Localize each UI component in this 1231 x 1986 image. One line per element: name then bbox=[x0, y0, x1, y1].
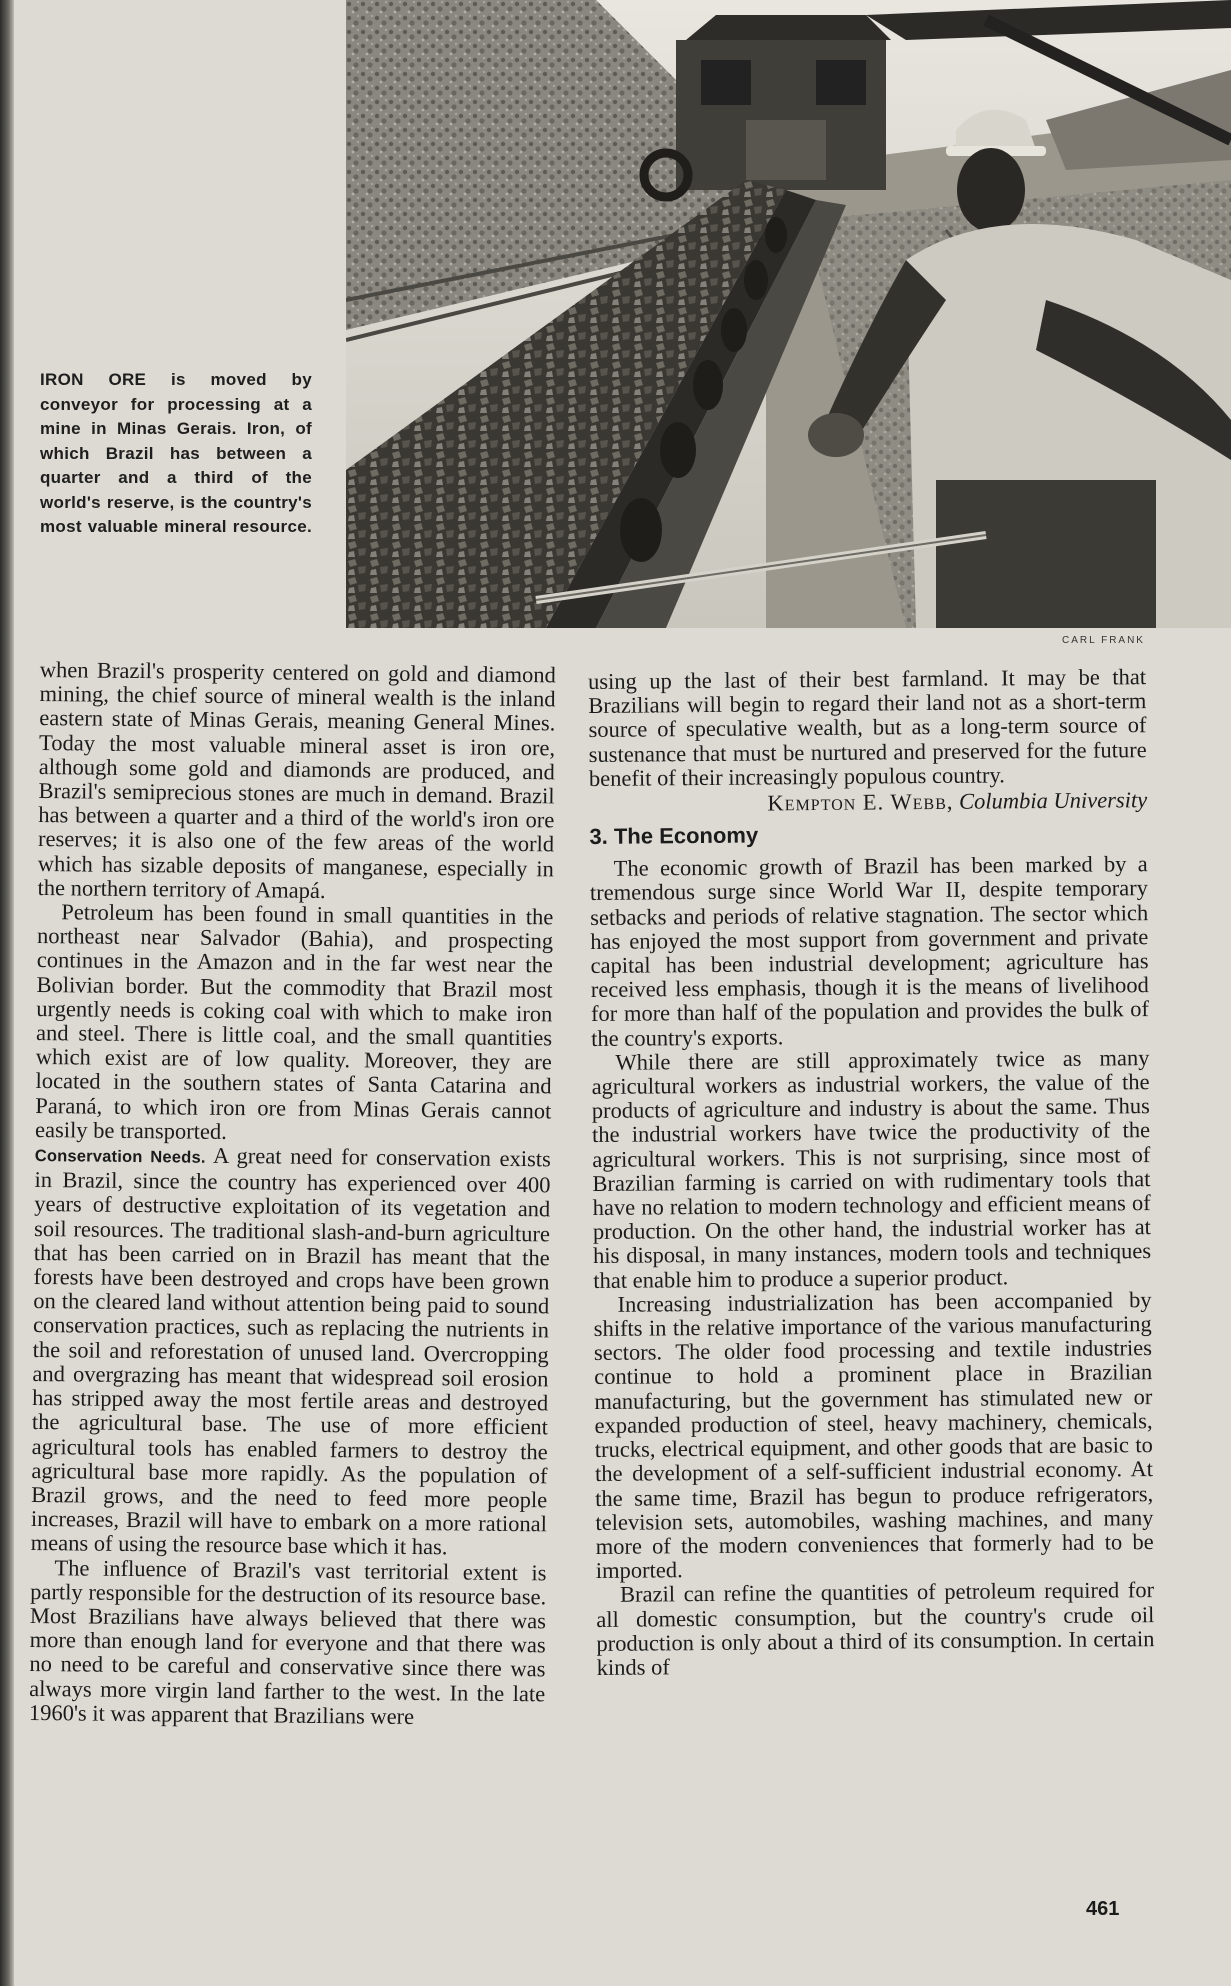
locomotive bbox=[644, 15, 891, 197]
paragraph: Brazil can refine the quantities of petroleum required for all domestic consumption, but the country's crude oil production is only about a third of its consumption. In certain kinds of bbox=[596, 1577, 1155, 1680]
subsection-heading: Conservation Needs. bbox=[34, 1147, 206, 1167]
photo-caption bbox=[40, 368, 312, 540]
photo-credit: CARL FRANK bbox=[1062, 635, 1145, 646]
left-text-column bbox=[29, 658, 556, 1730]
caption-lead: IRON ORE bbox=[40, 370, 147, 389]
paragraph: using up the last of their best farmland. It may be that Brazilians will begin to regard their land not as a short-term source of speculative wealth, but as a long-term source of sustenance that must be nurtured and preserved for the future benefit of their increasingly populous country. bbox=[587, 664, 1147, 791]
right-text-column bbox=[588, 665, 1155, 1680]
paragraph: Petroleum has been found in small quantities in the northeast near Salvador (Bahia), and prospecting continues in the Amazon and in the far west near the Bolivian border. But the commodity that Brazil most urgently needs is coking coal with which to make iron and steel. There is little coal, and the small quantities which exist are of low quality. Moreover, they are located in the southern states of Santa Catarina and Paraná, to which iron ore from Minas Gerais cannot easily be transported. bbox=[34, 899, 554, 1144]
author-signature bbox=[589, 788, 1147, 817]
book-binding-shadow bbox=[0, 0, 14, 1986]
paragraph: The influence of Brazil's vast territorial extent is partly responsible for the destruction of its resource base. Most Brazilians have always believed that there was more than enough land for everyone and that there was no need to be careful and conservative since there was always more virgin land farther to the west. In the late 1960's it was apparent that Brazilians were bbox=[28, 1554, 547, 1729]
paragraph-text: A great need for conservation exists in Brazil, since the country has experienced over 400 years of destructive exploitation of its vegetation and soil resources. The traditional slash-and-burn agriculture that has been carried on in Brazil has meant that the forests have been destroyed and crops have been grown on the cleared land without attention being paid to sound conservation practices, such as replacing the nutrients in the soil and reforestation of unused land. Overcropping and overgrazing has meant that widespread soil erosion has stripped away the most fertile areas and destroyed the agricultural base. The use of more efficient agricultural tools has enabled farmers to destroy the agricultural base more rapidly. As the population of Brazil grows, and the need to feed more people increases, Brazil will have to embark on a more rational means of using the resource base which it has. bbox=[30, 1142, 551, 1560]
paragraph: While there are still approximately twice as many agricultural workers as industrial workers, the value of the products of agriculture and industry is about the same. Thus the industrial workers have twice the productivity of the agricultural workers. This is not surprising, since most of Brazilian farming is carried on with rudimentary tools that have no relation to modern technology and efficient means of production. On the other hand, the industrial worker has at his disposal, in many instances, modern tools and techniques that enable him to produce a superior product. bbox=[591, 1044, 1152, 1293]
author-name: Kempton E. Webb, bbox=[767, 788, 954, 816]
paragraph-conservation bbox=[31, 1142, 551, 1561]
page-number: 461 bbox=[1086, 1898, 1120, 1920]
author-affiliation: Columbia University bbox=[958, 787, 1148, 814]
caption-text: is moved by conveyor for processing at a mine in Minas Gerais. Iron, of which Brazil has between a quarter and a third of the world's reserve, is the country's most valuable mineral resource. bbox=[40, 370, 312, 536]
paragraph: Increasing industrialization has been accompanied by shifts in the relative importance of the various manufacturing sectors. The older food processing and textile industries continue to hold a prominent place in Brazilian manufacturing, but the government has stimulated new or expanded production of steel, heavy machinery, chemicals, trucks, electrical equipment, and other goods that are basic to the development of a self-sufficient industrial economy. At the same time, Brazil has begun to produce refrigerators, television sets, automobiles, washing machines, and many more of the modern conveniences that formerly had to be imported. bbox=[593, 1286, 1154, 1584]
conveyor-belt-photo bbox=[346, 0, 1231, 628]
photo-illustration bbox=[346, 0, 1231, 628]
section-heading: 3. The Economy bbox=[589, 822, 759, 850]
paragraph: when Brazil's prosperity centered on gold and diamond mining, the chief source of mineral wealth is the inland eastern state of Minas Gerais, meaning General Mines. Today the most valuable mineral asset is iron ore, although some gold and diamonds are produced, and Brazil's semiprecious stones are much in demand. Brazil has between a quarter and a third of the world's iron ore reserves; it is also one of the few areas of the world which has sizable deposits of manganese, especially in the northern territory of Amapá. bbox=[37, 657, 556, 903]
paragraph: The economic growth of Brazil has been marked by a tremendous surge since World War II, despite temporary setbacks and periods of relative stagnation. The sector which has enjoyed the most support from government and private capital has been industrial development; agriculture has received less emphasis, though it is the means of livelihood for more than half of the population and provides the bulk of the country's exports. bbox=[589, 851, 1150, 1051]
